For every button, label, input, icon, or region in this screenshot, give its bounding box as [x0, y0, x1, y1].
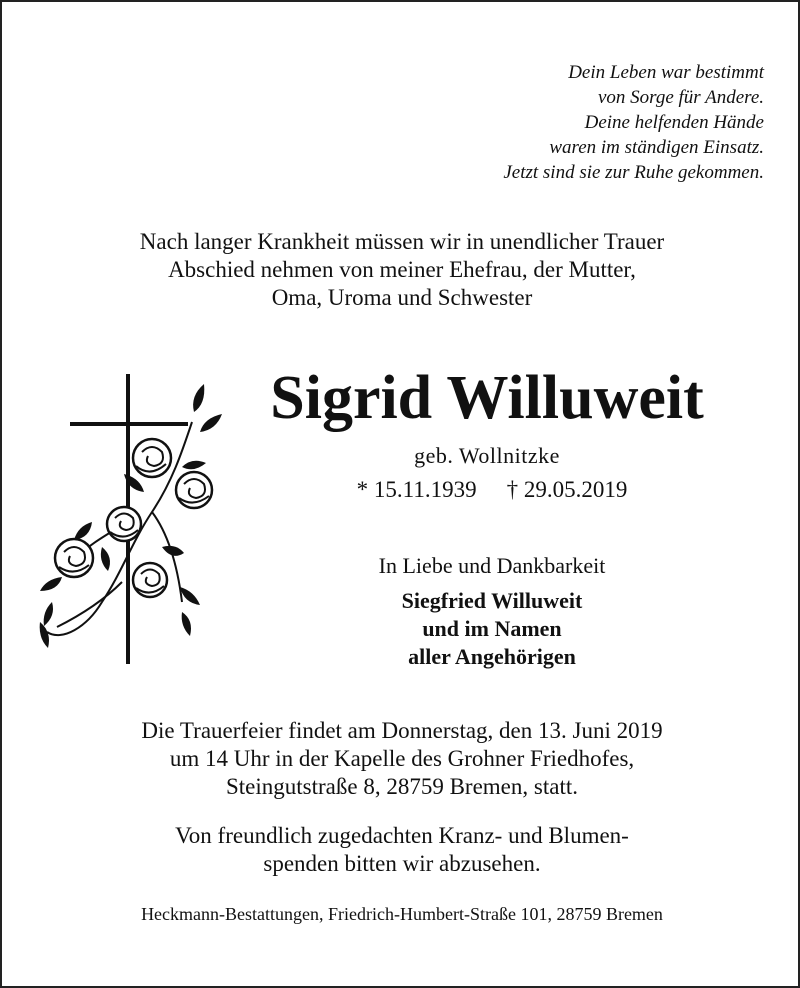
announcement-line: Nach langer Krankheit müssen wir in unendlicher Trauer — [139, 229, 665, 254]
announcement-line: Abschied nehmen von meiner Ehefrau, der Mutter, — [168, 257, 636, 282]
poem-line: Jetzt sind sie zur Ruhe gekommen. — [503, 162, 764, 183]
mourners — [302, 587, 682, 671]
birth-name: geb. Wollnitzke — [414, 443, 560, 468]
poem-line: Deine helfenden Hände — [584, 112, 764, 133]
flower-request-line: spenden bitten wir abzusehen. — [263, 851, 541, 876]
mourner-line: und im Namen — [422, 616, 562, 641]
announcement-line: Oma, Uroma und Schwester — [271, 285, 533, 310]
ceremony-line: um 14 Uhr in der Kapelle des Grohner Friedhofes, — [169, 746, 635, 771]
ceremony-info — [2, 717, 800, 801]
dedication: In Liebe und Dankbarkeit — [378, 553, 606, 578]
mourner-line: aller Angehörigen — [408, 644, 576, 669]
announcement-text — [2, 228, 800, 312]
life-dates — [302, 476, 682, 504]
poem — [503, 60, 764, 185]
poem-line: Dein Leben war bestimmt — [568, 62, 764, 83]
flower-request-line: Von freundlich zugedachten Kranz- und Blumen- — [175, 823, 629, 848]
poem-line: von Sorge für Andere. — [597, 87, 764, 108]
poem-line: waren im ständigen Einsatz. — [549, 137, 764, 158]
cross-with-roses-icon — [32, 372, 222, 667]
birth-date: * 15.11.1939 — [356, 477, 477, 502]
ceremony-line: Steingutstraße 8, 28759 Bremen, statt. — [226, 774, 578, 799]
mourner-line: Siegfried Willuweit — [401, 588, 583, 613]
death-date: † 29.05.2019 — [506, 477, 628, 502]
deceased-name: Sigrid Willuweit — [270, 364, 704, 432]
funeral-home: Heckmann-Bestattungen, Friedrich-Humbert-Straße 101, 28759 Bremen — [141, 904, 663, 924]
ceremony-line: Die Trauerfeier findet am Donnerstag, den 13. Juni 2019 — [141, 718, 663, 743]
flower-request — [2, 822, 800, 878]
